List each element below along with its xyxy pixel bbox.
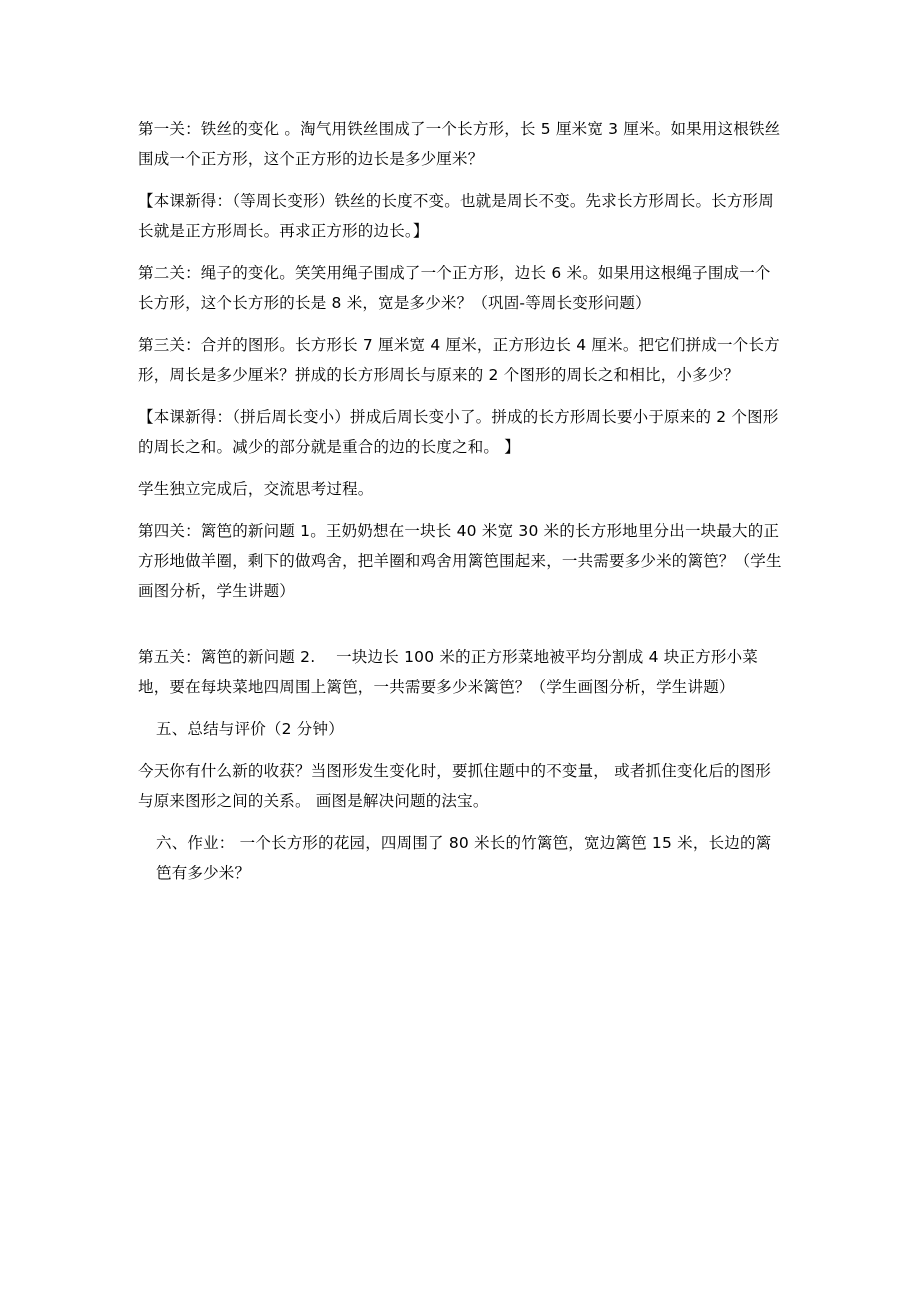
level-five-problem: 第五关：篱笆的新问题 2. 一块边长 100 米的正方形菜地被平均分割成 4 块正方形小菜地，要在每块菜地四周围上篱笆，一共需要多少米篱笆？（学生画图分析，学生讲题） (138, 648, 758, 696)
lesson-insight-two: 【本课新得：（拼后周长变小）拼成后周长变小了。拼成的长方形周长要小于原来的 2 个图形的周长之和。减少的部分就是重合的边的长度之和。 】 (138, 408, 779, 456)
level-three-problem: 第三关：合并的图形。长方形长 7 厘米宽 4 厘米，正方形边长 4 厘米。把它们拼成一个长方形，周长是多少厘米？拼成的长方形周长与原来的 2 个图形的周长之和相比，小多少？ (138, 336, 780, 384)
homework-text: 六、作业： 一个长方形的花园，四周围了 80 米长的竹篱笆，宽边篱笆 15 米，长边的篱笆有多少米？ (156, 834, 772, 882)
summary-heading: 五、总结与评价（2 分钟） (156, 720, 344, 738)
level-two-problem: 第二关：绳子的变化。笑笑用绳子围成了一个正方形，边长 6 米。如果用这根绳子围成一个长方形，这个长方形的长是 8 米，宽是多少米？（巩固-等周长变形问题） (138, 264, 771, 312)
level-four-problem: 第四关：篱笆的新问题 1。王奶奶想在一块长 40 米宽 30 米的长方形地里分出一块最大的正方形地做羊圈，剩下的做鸡舍，把羊圈和鸡舍用篱笆围起来，一共需要多少米的篱笆？（学生画图分析，学生讲题） (138, 522, 782, 600)
level-one-problem: 第一关：铁丝的变化 。淘气用铁丝围成了一个长方形，长 5 厘米宽 3 厘米。如果用这根铁丝围成一个正方形，这个正方形的边长是多少厘米？ (138, 120, 781, 168)
lesson-insight-one: 【本课新得：（等周长变形）铁丝的长度不变。也就是周长不变。先求长方形周长。长方形周长就是正方形周长。再求正方形的边长。】 (138, 192, 774, 240)
blank-line (138, 618, 786, 642)
student-exchange-note: 学生独立完成后，交流思考过程。 (138, 480, 374, 498)
summary-text: 今天你有什么新的收获？当图形发生变化时，要抓住题中的不变量， 或者抓住变化后的图形与原来图形之间的关系。 画图是解决问题的法宝。 (138, 762, 772, 810)
document-body (138, 114, 786, 900)
